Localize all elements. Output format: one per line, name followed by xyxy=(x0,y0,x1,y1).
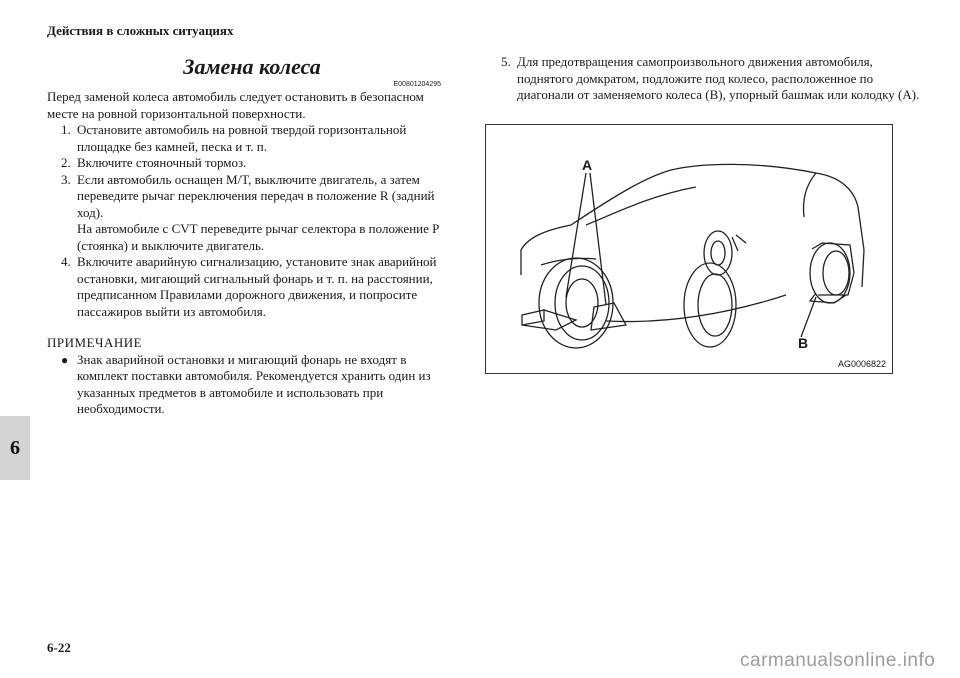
note-title: ПРИМЕЧАНИЕ xyxy=(47,335,143,350)
note-item xyxy=(47,352,457,418)
steps-list xyxy=(47,122,457,320)
list-item xyxy=(47,122,457,155)
step-number: 2. xyxy=(61,155,71,170)
step-number: 3. xyxy=(61,171,71,187)
document-code: E00801204295 xyxy=(393,81,441,88)
car-outline-drawing xyxy=(486,125,892,373)
step-number: 1. xyxy=(61,122,71,137)
step-text: Включите стояночный тормоз. xyxy=(77,155,247,170)
right-column xyxy=(501,54,921,104)
chapter-tab xyxy=(0,416,30,480)
step-extra-text: На автомобиле с CVT переведите рычаг селектора в положение P (стоянка) и выключите двигатель. xyxy=(77,221,439,253)
label-a: A xyxy=(582,157,593,173)
bullet-icon: ● xyxy=(61,352,69,367)
step-text: Если автомобиль оснащен M/T, выключите двигатель, а затем переведите рычаг переключения передач в положение R (задний ход). xyxy=(77,171,435,220)
list-item xyxy=(47,155,457,172)
section-header: Действия в сложных ситуациях xyxy=(47,23,234,38)
intro-paragraph: Перед заменой колеса автомобиль следует остановить в безопасном месте на ровной горизонтальной поверхности. xyxy=(47,89,424,121)
list-item xyxy=(47,254,457,320)
list-item xyxy=(47,172,457,255)
note-text: Знак аварийной остановки и мигающий фонарь не входят в комплект поставки автомобиля. Рекомендуется хранить один из указанных предметов в автомобиле и использовать при необходимости. xyxy=(77,351,431,416)
wheel-chock-illustration xyxy=(485,124,893,374)
step-text: Включите аварийную сигнализацию, установите знак аварийной остановки, мигающий сигнальный фонарь и т. п. на расстоянии, предписанном Правилами дорожного движения, и попросите пассажиров выйти из автомобиля. xyxy=(77,254,437,319)
watermark: carmanualsonline.info xyxy=(740,650,936,671)
step-number: 5. xyxy=(501,54,511,69)
label-b: B xyxy=(798,335,809,351)
step-text: Для предотвращения самопроизвольного движения автомобиля, поднятого домкратом, подложите под колесо, расположенное по диагонали от заменяемого колеса (B), упорный башмак или колодку (A). xyxy=(517,54,920,102)
step-text: Остановите автомобиль на ровной твердой горизонтальной площадке без камней, песка и т. п. xyxy=(77,122,407,154)
list-item xyxy=(501,54,921,104)
page-number: 6-22 xyxy=(47,640,71,655)
step-number: 4. xyxy=(61,254,71,269)
page-title: Замена колеса xyxy=(183,54,321,79)
chapter-number: 6 xyxy=(10,436,20,459)
left-column xyxy=(47,54,457,418)
figure-id: AG0006822 xyxy=(837,359,886,369)
